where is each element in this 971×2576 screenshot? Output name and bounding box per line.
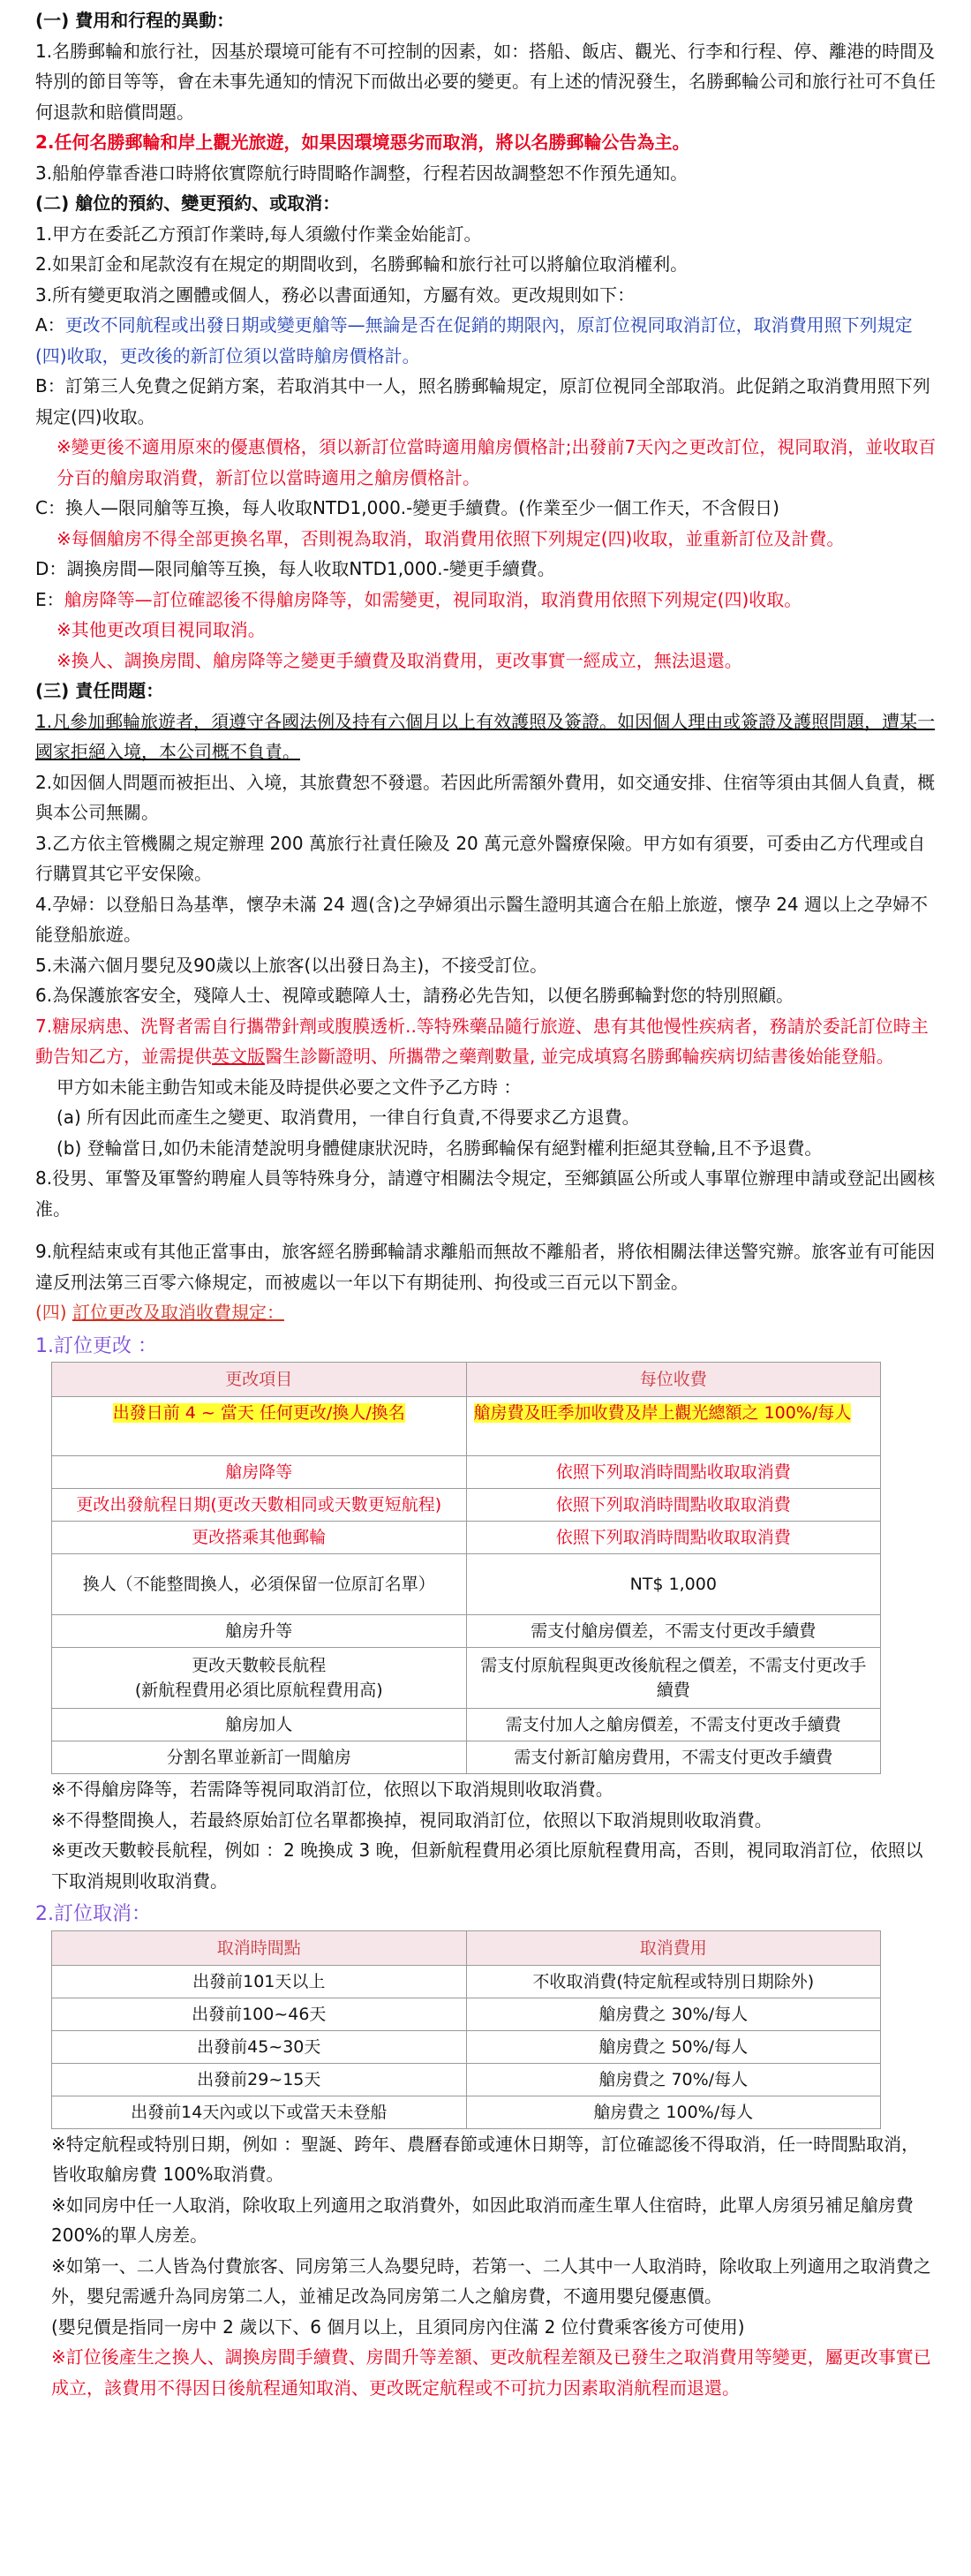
section-1-title: (一) 費用和行程的異動： — [35, 10, 235, 31]
section-2-item-3: 3.所有變更取消之團體或個人，務必以書面通知，方屬有效。更改規則如下： — [35, 283, 636, 306]
table-row — [52, 1615, 881, 1648]
rule-c-note: ※每個艙房不得全部更換名單，否則視為取消，取消費用依照下列規定(四)收取，並重新訂位及計費。 — [56, 527, 845, 549]
table-cell: 艙房費之 50%/每人 — [466, 2030, 881, 2063]
table-row — [52, 2030, 881, 2063]
table-cell: 需支付新訂艙房費用，不需支付更改手續費 — [466, 1741, 881, 1774]
table-row — [52, 1554, 881, 1615]
table-row — [52, 1397, 881, 1456]
rule-e-note-1: ※其他更改項目視同取消。 — [56, 619, 266, 640]
cancel-subtitle: 2.訂位取消： — [35, 1903, 151, 1925]
table-cell — [52, 1397, 467, 1456]
rule-c: C：換人—限同艙等互換，每人收取NTD1,000.-變更手續費。(作業至少一個工作天，不含假日) — [35, 497, 779, 518]
table-row — [52, 1648, 881, 1709]
table-cell: 艙房加人 — [52, 1709, 467, 1741]
table-row — [52, 2063, 881, 2096]
section-3-item-3: 3.乙方依主管機關之規定辦理 200 萬旅行社責任險及 20 萬元意外醫療保險。甲方如有須要，可委由乙方代理或自行購買其它平安保險。 — [35, 832, 926, 884]
section-3-item-5: 5.未滿六個月嬰兒及90歲以上旅客(以出發日為主)，不接受訂位。 — [35, 954, 548, 976]
table-cell: 依照下列取消時間點收取取消費 — [466, 1522, 881, 1554]
table-cell: 不收取消費(特定航程或特別日期除外) — [466, 1965, 881, 1998]
section-3-item-7 — [35, 1011, 940, 1072]
section-2-item-1: 1.甲方在委託乙方預訂作業時,每人須繳付作業金始能訂。 — [35, 223, 482, 245]
terms-document — [35, 5, 940, 2403]
table-cell: 艙房降等 — [52, 1456, 467, 1489]
highlighted-text: 出發日前 4 ~ 當天 任何更改/換人/換名 — [112, 1403, 405, 1423]
section-4-prefix: (四) — [35, 1302, 72, 1323]
table-cell: 依照下列取消時間點收取取消費 — [466, 1456, 881, 1489]
section-1-item-1: 1.名勝郵輪和旅行社，因基於環境可能有不可控制的因素，如：搭船、飯店、觀光、行李和行程、停、離港的時間及特別的節目等等，會在未事先通知的情況下而做出必要的變更。有上述的情況發生，名勝郵輪公司和旅行社可不負任何退款和賠償問題。 — [35, 40, 936, 123]
table-cell: 依照下列取消時間點收取取消費 — [466, 1489, 881, 1522]
table-cell: 艙房費之 70%/每人 — [466, 2063, 881, 2096]
cancel-fee-table — [51, 1930, 881, 2129]
section-2-title: (二) 艙位的預約、變更預約、或取消： — [35, 193, 341, 214]
highlighted-text: 艙房費及旺季加收費及岸上觀光總額之 100%/每人 — [473, 1403, 852, 1423]
table-row — [52, 1522, 881, 1554]
table-cell: 需支付艙房價差，不需支付更改手續費 — [466, 1615, 881, 1648]
section-1-item-3: 3.船舶停靠香港口時將依實際航行時間略作調整，行程若因故調整恕不作預先通知。 — [35, 162, 689, 184]
cancel-note-5: ※訂位後產生之換人、調換房間手續費、房間升等差額、更改航程差額及已發生之取消費用等變更，屬更改事實已成立，該費用不得因日後航程通知取消、更改既定航程或不可抗力因素取消航程而退還。 — [51, 2346, 931, 2398]
rule-a-text: 更改不同航程或出發日期或變更艙等—無論是否在促銷的期限內，原訂位視同取消訂位，取消費用照下列規定(四)收取，更改後的新訂位須以當時艙房價格計。 — [35, 314, 913, 366]
section-2-item-2: 2.如果訂金和尾款沒有在規定的期間收到，名勝郵輪和旅行社可以將艙位取消權利。 — [35, 253, 689, 275]
table-cell: 艙房費之 30%/每人 — [466, 1998, 881, 2030]
rule-a-prefix: A： — [35, 314, 65, 336]
rule-e-text: 艙房降等—訂位確認後不得艙房降等，如需變更，視同取消，取消費用依照下列規定(四)收取。 — [64, 588, 802, 610]
item-7-part-a: 7.糖尿病患、洗腎者需自行攜帶針劑或腹膜透析..等特殊藥品隨行旅遊、患有其他慢性疾病者，務請於委託訂位時主動告知乙方，並需提供 — [35, 1015, 929, 1067]
table-cell: 更改天數較長航程 (新航程費用必須比原航程費用高) — [52, 1648, 467, 1709]
section-3-item-4: 4.孕婦：以登船日為基準，懷孕未滿 24 週(含)之孕婦須出示醫生證明其適合在船上旅遊，懷孕 24 週以上之孕婦不能登船旅遊。 — [35, 893, 929, 945]
item-7-clause-b: (b) 登輪當日,如仍未能清楚說明身體健康狀況時，名勝郵輪保有絕對權利拒絕其登輪,且不予退費。 — [56, 1137, 823, 1159]
item-7-condition: 甲方如未能主動告知或未能及時提供必要之文件予乙方時 ： — [56, 1076, 522, 1098]
rule-b: B：訂第三人免費之促銷方案，若取消其中一人，照名勝郵輪規定，原訂位視同全部取消。此促銷之取消費用照下列規定(四)收取。 — [35, 375, 930, 427]
table-cell: 換人（不能整間換人，必須保留一位原訂名單） — [52, 1554, 467, 1615]
cancel-table-header-row — [52, 1930, 881, 1965]
table-cell: 出發前29~15天 — [52, 2063, 467, 2096]
table-row — [52, 1998, 881, 2030]
change-notes — [51, 1774, 934, 1896]
cancel-note-1: ※特定航程或特別日期，例如 ：聖誕、跨年、農曆春節或連休日期等，訂位確認後不得取消，任一時間點取消，皆收取艙房費 100%取消費。 — [51, 2133, 920, 2185]
section-3-item-9: 9.航程結束或有其他正當事由，旅客經名勝郵輪請求離船而無故不離船者，將依相關法律送警究辦。旅客並有可能因違反刑法第三百零六條規定，而被處以一年以下有期徒刑、拘役或三百元以下罰金。 — [35, 1241, 936, 1293]
rule-d: D：調換房間—限同艙等互換，每人收取NTD1,000.-變更手續費。 — [35, 558, 555, 579]
table-cell: 艙房費之 100%/每人 — [466, 2096, 881, 2128]
table-row — [52, 1965, 881, 1998]
table-cell: 艙房升等 — [52, 1615, 467, 1648]
table-cell — [466, 1397, 881, 1456]
change-note-2: ※不得整間換人，若最終原始訂位名單都換掉，視同取消訂位，依照以下取消規則收取消費。 — [51, 1809, 772, 1831]
section-4-title — [35, 1297, 940, 1328]
item-7-english-version: 英文版 — [212, 1046, 265, 1067]
item-7-part-c: 醫生診斷證明、所攜帶之藥劑數量, 並完成填寫名勝郵輪疾病切結書後始能登船。 — [265, 1046, 894, 1067]
table-cell: 更改出發航程日期(更改天數相同或天數更短航程) — [52, 1489, 467, 1522]
cancel-notes — [51, 2129, 934, 2404]
item-7-clause-a: (a) 所有因此而產生之變更、取消費用，一律自行負責,不得要求乙方退費。 — [56, 1107, 640, 1128]
cancel-note-2: ※如同房中任一人取消，除收取上列適用之取消費外，如因此取消而產生單人住宿時，此單人房須另補足艙房費 200%的單人房差。 — [51, 2194, 914, 2246]
rule-b-note: ※變更後不適用原來的優惠價格，須以新訂位當時適用艙房價格計;出發前7天內之更改訂位，視同取消，並收取百分百的艙房取消費，新訂位以當時適用之艙房價格計。 — [56, 436, 937, 488]
table-row — [52, 2096, 881, 2128]
rule-e-note-2: ※換人、調換房間、艙房降等之變更手續費及取消費用，更改事實一經成立，無法退還。 — [56, 649, 742, 671]
change-header-fee: 每位收費 — [466, 1363, 881, 1397]
section-3-item-8: 8.役男、軍警及軍警約聘雇人員等特殊身分，請遵守相關法令規定，至鄉鎮區公所或人事單位辦理申請或登記出國核准。 — [35, 1167, 936, 1220]
rule-e-prefix: E： — [35, 588, 64, 610]
section-3-item-2: 2.如因個人問題而被拒出、入境，其旅費恕不發還。若因此所需額外費用，如交通安排、住宿等須由其個人負責，概與本公司無關。 — [35, 771, 936, 823]
table-row — [52, 1456, 881, 1489]
change-subtitle: 1.訂位更改 ： — [35, 1334, 157, 1357]
table-cell: 出發前45~30天 — [52, 2030, 467, 2063]
section-3-item-6: 6.為保護旅客安全，殘障人士、視障或聽障人士，請務必先告知，以便名勝郵輪對您的特別照顧。 — [35, 985, 794, 1006]
table-cell: 更改搭乘其他郵輪 — [52, 1522, 467, 1554]
table-cell: 出發前100~46天 — [52, 1998, 467, 2030]
change-note-3: ※更改天數較長航程，例如 ：2 晚換成 3 晚，但新航程費用必須比原航程費用高，否則，視同取消訂位，依照以下取消規則收取消費。 — [51, 1839, 923, 1892]
table-cell: NT$ 1,000 — [466, 1554, 881, 1615]
rule-e — [35, 585, 940, 616]
section-3-title: (三) 責任問題： — [35, 680, 164, 701]
change-note-1: ※不得艙房降等，若需降等視同取消訂位，依照以下取消規則收取消費。 — [51, 1779, 613, 1800]
cancel-note-3: ※如第一、二人皆為付費旅客、同房第三人為嬰兒時，若第一、二人其中一人取消時，除收取上列適用之取消費之外，嬰兒需遞升為同房第二人，並補足改為同房第二人之艙房費，不適用嬰兒優惠價。 — [51, 2255, 931, 2307]
table-cell: 出發前14天內或以下或當天未登船 — [52, 2096, 467, 2128]
rule-a — [35, 310, 940, 371]
change-table-header-row — [52, 1363, 881, 1397]
table-cell: 出發前101天以上 — [52, 1965, 467, 1998]
section-3-item-1: 1.凡參加郵輪旅遊者，須遵守各國法例及持有六個月以上有效護照及簽證。如因個人理由或簽證及護照問題，遭某一國家拒絕入境，本公司概不負責。 — [35, 710, 936, 762]
section-1-item-2: 2.任何名勝郵輪和岸上觀光旅遊，如果因環境惡劣而取消，將以名勝郵輪公告為主。 — [35, 132, 690, 153]
table-cell: 需支付加人之艙房價差，不需支付更改手續費 — [466, 1709, 881, 1741]
table-row — [52, 1741, 881, 1774]
cancel-header-fee: 取消費用 — [466, 1930, 881, 1965]
cancel-header-time: 取消時間點 — [52, 1930, 467, 1965]
change-header-item: 更改項目 — [52, 1363, 467, 1397]
table-row — [52, 1489, 881, 1522]
table-cell: 分割名單並新訂一間艙房 — [52, 1741, 467, 1774]
table-cell: 需支付原航程與更改後航程之價差，不需支付更改手續費 — [466, 1648, 881, 1709]
table-row — [52, 1709, 881, 1741]
section-4-title-text: 訂位更改及取消收費規定： — [72, 1302, 284, 1323]
cancel-note-4: (嬰兒價是指同一房中 2 歲以下、6 個月以上，且須同房內住滿 2 位付費乘客後方可使用) — [51, 2315, 745, 2338]
change-fee-table — [51, 1362, 881, 1774]
